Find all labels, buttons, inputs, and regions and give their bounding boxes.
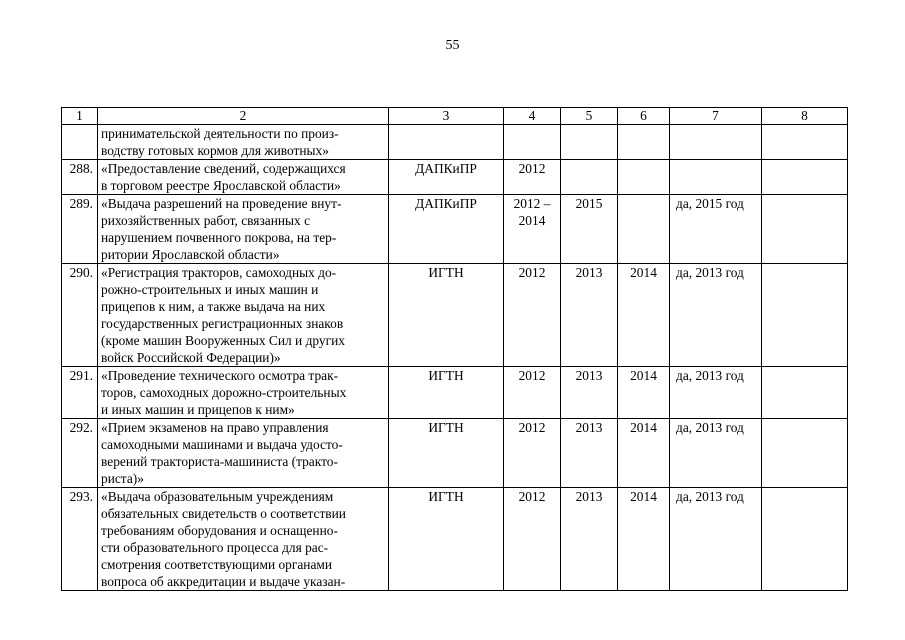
year-col-5 — [561, 125, 618, 160]
year-col-4: 2012 — [504, 488, 561, 591]
col-8 — [762, 419, 848, 488]
year-col-4: 2012 — [504, 367, 561, 419]
col-8 — [762, 160, 848, 195]
responsible-agency: ДАПКиПР — [389, 160, 504, 195]
year-col-5: 2013 — [561, 419, 618, 488]
status-col-7: да, 2013 год — [670, 367, 762, 419]
status-col-7: да, 2013 год — [670, 419, 762, 488]
service-description: «Выдача образовательным учреждениям обязательных свидетельств о соответствии требованиям оборудования и оснащенно- сти образовательного процесса для рас- смотрения соответствующими органами вопроса об аккредитации и выдаче указан- — [98, 488, 389, 591]
year-col-5: 2013 — [561, 264, 618, 367]
col-8 — [762, 264, 848, 367]
year-col-5: 2013 — [561, 367, 618, 419]
status-col-7 — [670, 125, 762, 160]
column-header: 1 — [62, 108, 98, 125]
status-col-7: да, 2013 год — [670, 264, 762, 367]
row-number: 291. — [62, 367, 98, 419]
column-header: 6 — [618, 108, 670, 125]
status-col-7 — [670, 160, 762, 195]
responsible-agency: ИГТН — [389, 419, 504, 488]
header-row — [62, 108, 848, 125]
column-header: 5 — [561, 108, 618, 125]
column-header: 8 — [762, 108, 848, 125]
service-description: принимательской деятельности по произ- водству готовых кормов для животных» — [98, 125, 389, 160]
column-header: 4 — [504, 108, 561, 125]
responsible-agency: ИГТН — [389, 264, 504, 367]
year-col-5 — [561, 160, 618, 195]
service-description: «Проведение технического осмотра трак- торов, самоходных дорожно-строительных и иных машин и прицепов к ним» — [98, 367, 389, 419]
row-number: 289. — [62, 195, 98, 264]
status-col-7: да, 2013 год — [670, 488, 762, 591]
responsible-agency: ИГТН — [389, 488, 504, 591]
responsible-agency: ИГТН — [389, 367, 504, 419]
year-col-4: 2012 – 2014 — [504, 195, 561, 264]
column-header: 7 — [670, 108, 762, 125]
year-col-5: 2013 — [561, 488, 618, 591]
table-row — [62, 367, 848, 419]
service-description: «Регистрация тракторов, самоходных до- рожно-строительных и иных машин и прицепов к ним, а также выдача на них государственных регистрационных знаков (кроме машин Вооруженных Сил и других войск Российской Федерации)» — [98, 264, 389, 367]
responsible-agency — [389, 125, 504, 160]
column-header: 3 — [389, 108, 504, 125]
column-header: 2 — [98, 108, 389, 125]
row-number: 290. — [62, 264, 98, 367]
row-number — [62, 125, 98, 160]
year-col-5: 2015 — [561, 195, 618, 264]
service-description: «Прием экзаменов на право управления самоходными машинами и выдача удосто- верений тракториста-машиниста (тракто- риста)» — [98, 419, 389, 488]
year-col-6: 2014 — [618, 264, 670, 367]
col-8 — [762, 488, 848, 591]
table-row — [62, 419, 848, 488]
table-row — [62, 488, 848, 591]
year-col-6 — [618, 195, 670, 264]
responsible-agency: ДАПКиПР — [389, 195, 504, 264]
row-number: 293. — [62, 488, 98, 591]
year-col-6: 2014 — [618, 367, 670, 419]
table-row — [62, 195, 848, 264]
services-table — [61, 107, 848, 591]
year-col-4: 2012 — [504, 264, 561, 367]
year-col-6: 2014 — [618, 488, 670, 591]
table-row — [62, 125, 848, 160]
row-number: 292. — [62, 419, 98, 488]
year-col-6 — [618, 125, 670, 160]
table-row — [62, 264, 848, 367]
page-number: 55 — [445, 38, 460, 53]
year-col-6: 2014 — [618, 419, 670, 488]
service-description: «Выдача разрешений на проведение внут- рихозяйственных работ, связанных с нарушением почвенного покрова, на тер- ритории Ярославской области» — [98, 195, 389, 264]
year-col-6 — [618, 160, 670, 195]
col-8 — [762, 125, 848, 160]
col-8 — [762, 367, 848, 419]
col-8 — [762, 195, 848, 264]
year-col-4 — [504, 125, 561, 160]
year-col-4: 2012 — [504, 419, 561, 488]
table-row — [62, 160, 848, 195]
row-number: 288. — [62, 160, 98, 195]
year-col-4: 2012 — [504, 160, 561, 195]
service-description: «Предоставление сведений, содержащихся в торговом реестре Ярославской области» — [98, 160, 389, 195]
status-col-7: да, 2015 год — [670, 195, 762, 264]
